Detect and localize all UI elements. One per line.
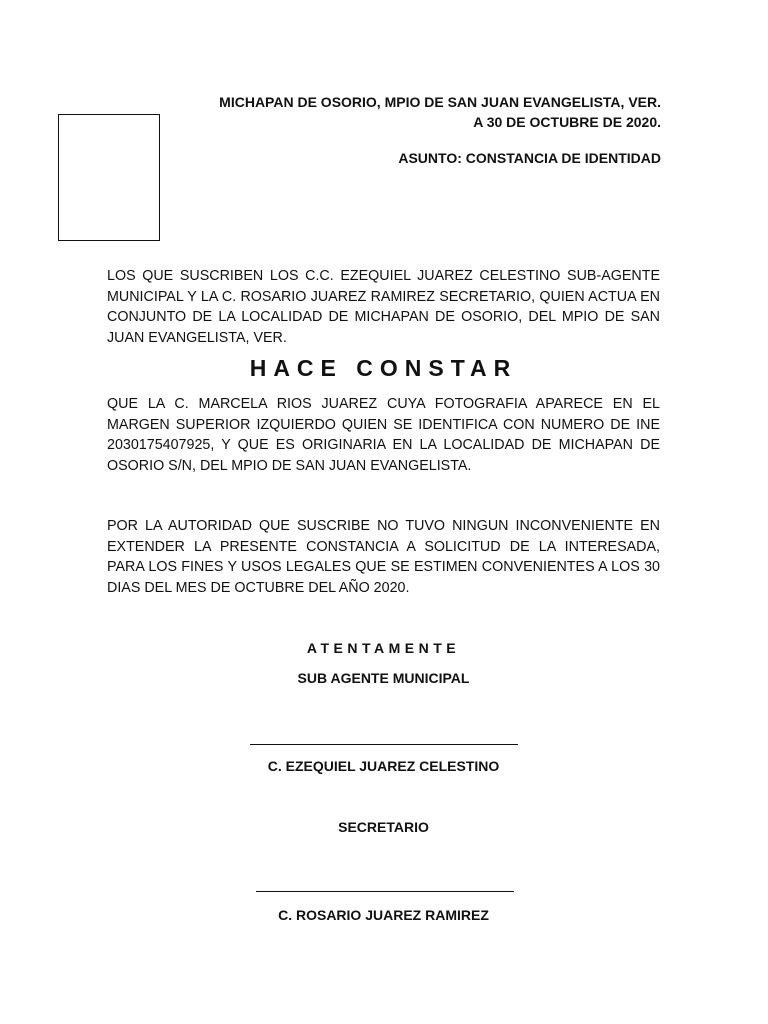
signer-1-role: SUB AGENTE MUNICIPAL [297,670,470,686]
subject-line: ASUNTO: CONSTANCIA DE IDENTIDAD [398,150,661,166]
signer-2-role: SECRETARIO [338,819,429,835]
document-header [160,92,661,132]
location-line: MICHAPAN DE OSORIO, MPIO DE SAN JUAN EVANGELISTA, VER. [219,94,661,110]
salutation: ATENTAMENTE [306,640,461,656]
photo-placeholder [58,114,160,241]
main-heading: HACE CONSTAR [249,355,518,381]
signer-2-name: C. ROSARIO JUAREZ RAMIREZ [278,907,489,923]
intro-paragraph: LOS QUE SUSCRIBEN LOS C.C. EZEQUIEL JUAREZ CELESTINO SUB-AGENTE MUNICIPAL Y LA C. ROSARIO JUAREZ RAMIREZ SECRETARIO, QUIEN ACTUA EN CONJUNTO DE LA LOCALIDAD DE MICHAPAN DE OSORIO, DEL MPIO DE SAN JUAN EVANGELISTA, VER. [107,268,660,346]
signer-1-name: C. EZEQUIEL JUAREZ CELESTINO [267,758,500,774]
signature-line-2 [256,891,514,892]
closing-paragraph: POR LA AUTORIDAD QUE SUSCRIBE NO TUVO NINGUN INCONVENIENTE EN EXTENDER LA PRESENTE CONSTANCIA A SOLICITUD DE LA INTERESADA, PARA LOS FINES Y USOS LEGALES QUE SE ESTIMEN CONVENIENTES A LOS 30 DIAS DEL MES DE OCTUBRE DEL AÑO 2020. [107,518,660,596]
signature-line-1 [250,744,518,745]
statement-paragraph: QUE LA C. MARCELA RIOS JUAREZ CUYA FOTOGRAFIA APARECE EN EL MARGEN SUPERIOR IZQUIERDO QUIEN SE IDENTIFICA CON NUMERO DE INE 2030175407925, Y QUE ES ORIGINARIA EN LA LOCALIDAD DE MICHAPAN DE OSORIO S/N, DEL MPIO DE SAN JUAN EVANGELISTA. [107,396,660,474]
date-line: A 30 DE OCTUBRE DE 2020. [473,114,661,130]
